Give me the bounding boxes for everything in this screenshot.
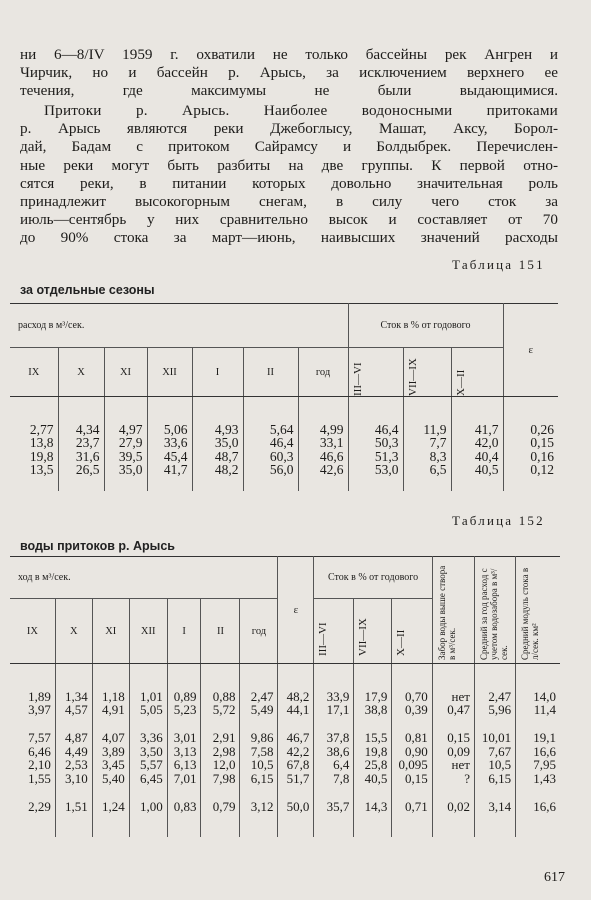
t152-cell: 38,6: [314, 745, 354, 759]
table-row: [10, 690, 560, 704]
t151-group-flow: расход в м³/сек.: [10, 304, 348, 348]
t152-cell: 0,47: [432, 703, 474, 717]
table-152-heading: воды притоков р. Арысь: [20, 539, 175, 553]
t152-cell: 5,49: [240, 703, 278, 717]
t151-cell: 4,34: [58, 423, 104, 437]
t152-cell: 40,5: [354, 772, 392, 786]
t152-mean-flow-header: Средний за год расход с учетом водозабора в м³/сек.: [474, 557, 515, 664]
t152-cell: 1,51: [55, 785, 92, 813]
t151-cell: 35,0: [104, 463, 147, 477]
t151-eps-header: ε: [503, 304, 558, 397]
t151-col-header: X—II: [451, 348, 503, 397]
t152-cell: 0,83: [167, 785, 201, 813]
page-number: 617: [544, 870, 565, 885]
t151-cell: 0,16: [530, 448, 554, 464]
t151-cell: 8,3: [403, 450, 451, 464]
text-line: дай, Бадам с притоком Сайрамсу и Болдыбрек. Перечислен-: [20, 138, 558, 156]
t151-cell: 41,7: [147, 463, 192, 477]
t152-group-runoff: Сток в % от годового: [314, 557, 432, 599]
table-row: [10, 785, 560, 813]
table-row: [10, 450, 558, 464]
t151-cell: 0,15: [530, 435, 554, 450]
t151-cell: 13,8: [10, 436, 58, 450]
t151-col-header: год: [298, 348, 348, 397]
t152-cell: 1,18: [92, 690, 129, 704]
t152-cell: 0,89: [167, 690, 201, 704]
t152-cell: 17,9: [354, 690, 392, 704]
t152-cell: 33,9: [314, 690, 354, 704]
t152-col-header: II: [201, 599, 240, 664]
t152-cell: 6,4: [314, 758, 354, 772]
t152-cell: нет: [432, 758, 474, 772]
t152-cell: 4,57: [55, 703, 92, 717]
t152-cell: 0,79: [201, 785, 240, 813]
t151-cell: 7,7: [403, 436, 451, 450]
t151-cell: 51,3: [348, 450, 403, 464]
t152-cell: 1,43: [533, 770, 556, 786]
t152-cell: 35,7: [314, 785, 354, 813]
t152-col-header: VII—IX: [354, 599, 392, 664]
t152-cell: 0,90: [392, 745, 432, 759]
t152-cell: 1,34: [55, 690, 92, 704]
t152-cell: 48,2: [278, 690, 314, 704]
t152-eps-header: ε: [278, 557, 314, 664]
t152-cell: 37,8: [314, 717, 354, 745]
table-row: [10, 436, 558, 450]
t151-cell: 26,5: [58, 463, 104, 477]
t152-cell: 0,02: [432, 785, 474, 813]
t151-cell: 45,4: [147, 450, 192, 464]
t152-cell: 16,6: [533, 798, 556, 814]
t152-cell: 14,0: [533, 688, 556, 704]
text-line: сятся реки, в питании которых довольно значительная роль: [20, 174, 558, 192]
t152-cell: 16,6: [533, 743, 556, 759]
t152-cell: 0,70: [392, 690, 432, 704]
t152-cell: 2,53: [55, 758, 92, 772]
t152-cell: 7,98: [201, 772, 240, 786]
t151-cell: 60,3: [243, 450, 298, 464]
t152-cell: 3,97: [10, 703, 55, 717]
t152-cell: 42,2: [278, 745, 314, 759]
table-151-caption: Таблица 151: [452, 257, 545, 272]
t152-cell: 6,15: [474, 772, 515, 786]
t152-cell: 4,49: [55, 745, 92, 759]
t152-cell: 0,39: [392, 703, 432, 717]
t152-cell: 0,88: [201, 690, 240, 704]
t151-cell: 46,6: [298, 450, 348, 464]
t152-cell: 9,86: [240, 717, 278, 745]
table-row: [10, 703, 560, 717]
t151-col-header: XII: [147, 348, 192, 397]
t152-cell: 4,91: [92, 703, 129, 717]
t151-cell: 23,7: [58, 436, 104, 450]
t151-cell: 40,5: [451, 463, 503, 477]
t152-cell: 6,46: [10, 745, 55, 759]
t151-cell: 0,26: [530, 421, 554, 437]
t152-cell: 3,13: [167, 745, 201, 759]
t152-cell: 7,95: [533, 757, 556, 772]
t152-group-flow: ход в м³/сек.: [10, 557, 278, 599]
t151-cell: 2,77: [10, 423, 58, 437]
table-152-caption: Таблица 152: [452, 513, 545, 528]
t152-cell: 1,00: [129, 785, 167, 813]
t151-col-header: XI: [104, 348, 147, 397]
t151-cell: 11,9: [403, 423, 451, 437]
t151-col-header: I: [192, 348, 243, 397]
t152-cell: 5,96: [474, 703, 515, 717]
t152-cell: 12,0: [201, 758, 240, 772]
t152-cell: 0,81: [392, 717, 432, 745]
t152-cell: 3,12: [240, 785, 278, 813]
table-row: [10, 758, 560, 772]
t151-cell: 19,8: [10, 450, 58, 464]
t152-col-header: X—II: [392, 599, 432, 664]
t152-cell: 11,4: [533, 702, 556, 717]
t152-cell: 2,29: [10, 785, 55, 813]
t152-cell: 7,58: [240, 745, 278, 759]
text-line: течения, где максимумы не были выдающимися.: [20, 82, 558, 100]
text-line: принадлежит высокогорным снегам, в силу чего сток за: [20, 193, 558, 211]
paragraph-tributaries: [20, 102, 558, 248]
table-151-heading: за отдельные сезоны: [20, 283, 155, 297]
t152-cell: 67,8: [278, 758, 314, 772]
t152-cell: 1,24: [92, 785, 129, 813]
t152-cell: 3,36: [129, 717, 167, 745]
t152-cell: 38,8: [354, 703, 392, 717]
t151-cell: 33,6: [147, 436, 192, 450]
t152-withdrawal-header: Забор воды выше створа в м³/сек.: [432, 557, 474, 664]
t151-cell: 0,12: [530, 462, 554, 477]
t151-cell: 42,6: [298, 463, 348, 477]
t152-cell: 7,57: [10, 717, 55, 745]
t152-cell: 7,8: [314, 772, 354, 786]
t152-cell: 10,5: [474, 758, 515, 772]
t152-cell: 4,87: [55, 717, 92, 745]
t152-cell: 6,15: [240, 772, 278, 786]
t151-cell: 5,64: [243, 423, 298, 437]
t152-cell: 17,1: [314, 703, 354, 717]
t152-cell: 25,8: [354, 758, 392, 772]
table-152: [10, 556, 560, 837]
table-row: [10, 717, 560, 745]
table-151: [10, 303, 558, 491]
t151-cell: 4,99: [298, 423, 348, 437]
paragraph-intro: [20, 46, 558, 101]
text-line: ни 6—8/IV 1959 г. охватили не только бассейны рек Ангрен и: [20, 46, 558, 63]
text-line: Чирчик, но и бассейн р. Арысь, за исключением верхнего ее: [20, 64, 558, 82]
t151-cell: 53,0: [348, 463, 403, 477]
table-row: [10, 463, 558, 477]
text-line: р. Арысь являются реки Джебоглысу, Машат, Аксу, Борол-: [20, 120, 558, 138]
t152-cell: 46,7: [278, 717, 314, 745]
t151-cell: 5,06: [147, 423, 192, 437]
t152-cell: 0,15: [432, 717, 474, 745]
t152-cell: 3,01: [167, 717, 201, 745]
text-line: Притоки р. Арысь. Наиболее водоносными притоками: [44, 102, 558, 119]
table-row: [10, 745, 560, 759]
t152-cell: 0,15: [392, 772, 432, 786]
t152-cell: 3,10: [55, 772, 92, 786]
t151-cell: 40,4: [451, 450, 503, 464]
t151-col-header: VII—IX: [403, 348, 451, 397]
t152-cell: 15,5: [354, 717, 392, 745]
t151-cell: 4,97: [104, 423, 147, 437]
text-line: до 90% стока за март—июнь, наивысших значений расходы: [20, 229, 558, 247]
t152-cell: 3,14: [474, 785, 515, 813]
t152-cell: 5,40: [92, 772, 129, 786]
t152-cell: 6,45: [129, 772, 167, 786]
t152-modulus-header: Средний модуль стока в л/сек. км²: [516, 557, 560, 664]
text-line: июль—сентябрь у них сравнительно высок и составляет от 70: [20, 211, 558, 229]
t152-cell: 3,50: [129, 745, 167, 759]
t152-cell: 10,01: [474, 717, 515, 745]
t152-cell: 44,1: [278, 703, 314, 717]
t152-cell: 6,13: [167, 758, 201, 772]
t152-cell: 5,23: [167, 703, 201, 717]
t151-cell: 56,0: [243, 463, 298, 477]
t152-cell: 19,1: [533, 730, 556, 745]
t152-cell: 5,72: [201, 703, 240, 717]
t151-cell: 41,7: [451, 423, 503, 437]
t152-cell: 1,55: [10, 772, 55, 786]
t152-cell: 2,10: [10, 758, 55, 772]
t151-cell: 27,9: [104, 436, 147, 450]
t152-cell: 2,98: [201, 745, 240, 759]
t151-cell: 48,7: [192, 450, 243, 464]
t151-cell: 4,93: [192, 423, 243, 437]
t152-cell: нет: [432, 690, 474, 704]
t151-cell: 39,5: [104, 450, 147, 464]
t152-col-header: XI: [92, 599, 129, 664]
t152-cell: 7,67: [474, 745, 515, 759]
t152-cell: 3,89: [92, 745, 129, 759]
t152-cell: 1,01: [129, 690, 167, 704]
t152-cell: 50,0: [278, 785, 314, 813]
t152-cell: 3,45: [92, 758, 129, 772]
text-line: ные реки могут быть разбиты на две группы. К первой отно-: [20, 156, 558, 174]
t151-cell: 33,1: [298, 436, 348, 450]
table-row: [10, 772, 560, 786]
t152-col-header: III—VI: [314, 599, 354, 664]
t151-col-header: III—VI: [348, 348, 403, 397]
table-row: [10, 423, 558, 437]
t152-cell: 14,3: [354, 785, 392, 813]
t151-cell: 46,4: [243, 436, 298, 450]
t152-cell: 0,095: [392, 758, 432, 772]
t152-cell: 1,89: [10, 690, 55, 704]
t151-cell: 6,5: [403, 463, 451, 477]
t151-cell: 46,4: [348, 423, 403, 437]
t151-group-runoff: Сток в % от годового: [348, 304, 503, 348]
t151-col-header: II: [243, 348, 298, 397]
t152-cell: 2,91: [201, 717, 240, 745]
t151-cell: 42,0: [451, 436, 503, 450]
t152-col-header: год: [240, 599, 278, 664]
t151-cell: 35,0: [192, 436, 243, 450]
t151-col-header: X: [58, 348, 104, 397]
t152-cell: 2,47: [474, 690, 515, 704]
t152-col-header: I: [167, 599, 201, 664]
t151-cell: 48,2: [192, 463, 243, 477]
t152-cell: 7,01: [167, 772, 201, 786]
t151-col-header: IX: [10, 348, 58, 397]
t152-col-header: XII: [129, 599, 167, 664]
t151-cell: 50,3: [348, 436, 403, 450]
t152-cell: 5,57: [129, 758, 167, 772]
t151-cell: 13,5: [10, 463, 58, 477]
t152-cell: ?: [432, 772, 474, 786]
t152-cell: 19,8: [354, 745, 392, 759]
t152-cell: 0,09: [432, 745, 474, 759]
t152-col-header: IX: [10, 599, 55, 664]
t152-cell: 51,7: [278, 772, 314, 786]
t152-cell: 2,47: [240, 690, 278, 704]
t152-cell: 10,5: [240, 758, 278, 772]
t152-cell: 0,71: [392, 785, 432, 813]
t151-cell: 31,6: [58, 450, 104, 464]
t152-col-header: X: [55, 599, 92, 664]
t152-cell: 5,05: [129, 703, 167, 717]
t152-cell: 4,07: [92, 717, 129, 745]
